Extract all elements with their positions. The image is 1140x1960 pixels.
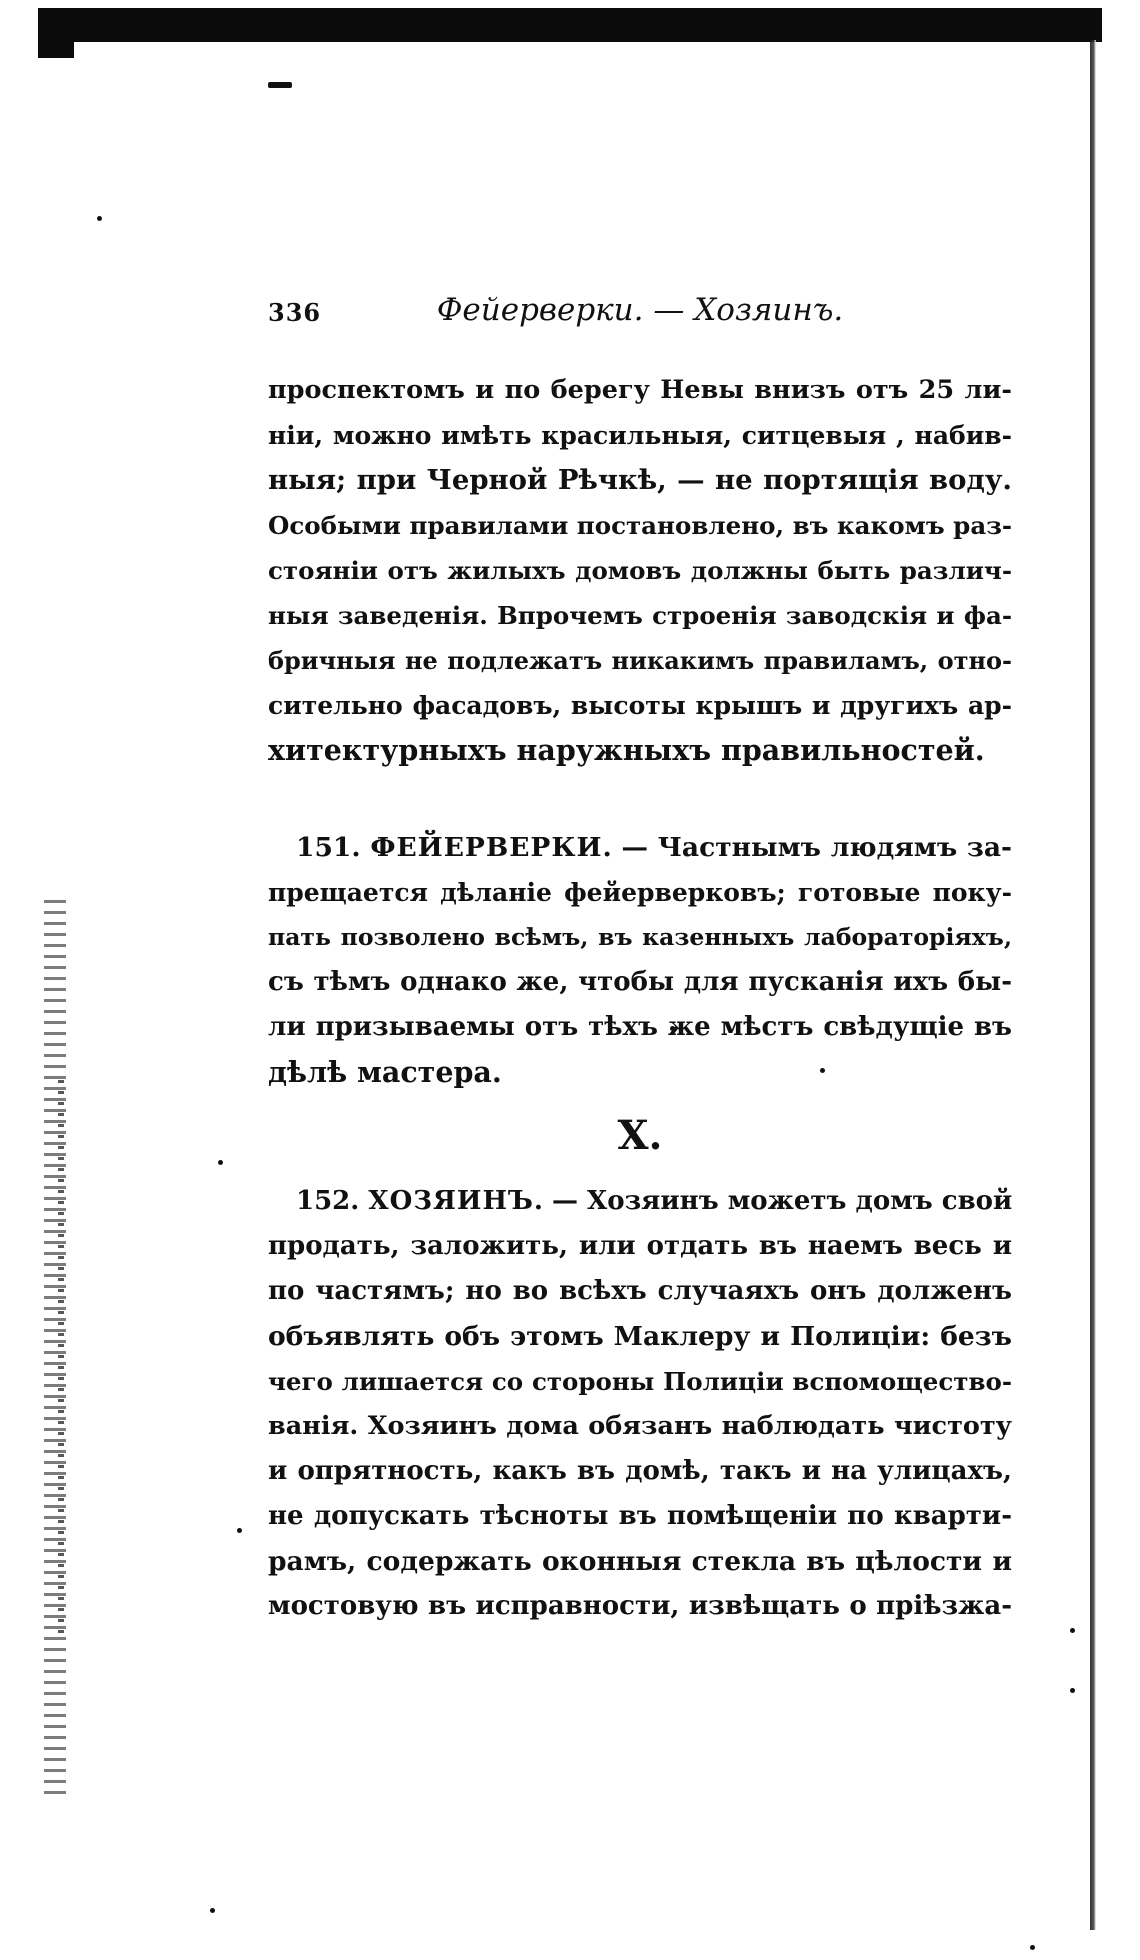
article-152-first-line (268, 1179, 1012, 1224)
article-152-number: 152. (296, 1186, 360, 1216)
text-line: чего лишается со стороны Полиціи вспомоществo- (268, 1367, 1012, 1396)
text-line: хитектурныхъ наружныхъ правильностей. (268, 733, 985, 767)
text-line: ванія. Хозяинъ дома обязанъ наблюдать чистоту (268, 1411, 1012, 1441)
text-line: прещается дѣланіе фейерверковъ; готовые поку- (268, 878, 1012, 907)
scan-speck (1030, 1945, 1035, 1950)
text-line: ніи, можно имѣть красильныя, ситцевыя , набив- (268, 421, 1012, 450)
text-line: по частямъ; но во всѣхъ случаяхъ онъ долженъ (268, 1276, 1012, 1306)
text-line: ли призываемы отъ тѣхъ же мѣстъ свѣдущіе въ (268, 1012, 1012, 1042)
scan-speck (210, 1908, 215, 1913)
scan-speck (1070, 1688, 1075, 1693)
article-151-title: ФЕЙЕРВЕРКИ (370, 832, 603, 863)
scan-border-corner (38, 38, 74, 58)
running-head: Фейерверки. — Хозяинъ. (436, 292, 844, 328)
scan-speck (218, 1160, 223, 1165)
text-line: стояніи отъ жилыхъ домовъ должны быть различ- (268, 556, 1012, 585)
text-line: не допускать тѣсноты въ помѣщеніи по кварти- (268, 1501, 1012, 1531)
article-152-title: ХОЗЯИНЪ (368, 1186, 534, 1216)
text-line: продать, заложить, или отдать въ наемъ весь и (268, 1231, 1012, 1261)
scan-speck (237, 1528, 242, 1533)
page-header (268, 292, 1012, 342)
text-line: сительно фасадовъ, высоты крышъ и другихъ ар- (268, 691, 1012, 720)
article-151-number: 151. (296, 832, 361, 863)
continuation-paragraph (268, 368, 1012, 773)
scan-border-right (1090, 40, 1096, 1930)
text-line: ныя; при Черной Рѣчкѣ, — не портящія воду. (268, 464, 1012, 496)
article-151-first-line (268, 825, 1012, 870)
text-line: Особыми правилами постановлено, въ какомъ раз- (268, 511, 1012, 540)
text-line: рамъ, содержать оконныя стекла въ цѣлости и (268, 1546, 1012, 1577)
text-line: бричныя не подлежатъ никакимъ правиламъ, отно- (268, 646, 1012, 675)
text-line: . — Частнымъ людямъ за- (602, 832, 1012, 863)
article-151 (268, 825, 1012, 1095)
section-heading: X. (617, 1112, 663, 1159)
text-line: . — Хозяинъ можетъ домъ свой (533, 1186, 1013, 1216)
text-line: ныя заведенія. Впрочемъ строенія заводскія и фа- (268, 601, 1012, 630)
page-text (268, 292, 1012, 1629)
text-line: и опрятность, какъ въ домѣ, такъ и на улицахъ, (268, 1456, 1012, 1486)
text-line: проспектомъ и по берегу Невы внизъ отъ 25 ли- (268, 375, 1012, 405)
scan-border-top (38, 8, 1102, 42)
scan-mark-top (268, 82, 292, 88)
scan-speck (1070, 1628, 1075, 1633)
text-line: дѣлѣ мастера. (268, 1055, 502, 1089)
scan-noise-left-inner (58, 1080, 64, 1640)
text-line: пать позволено всѣмъ, въ казенныхъ лабораторіяхъ, (268, 923, 1012, 951)
page-number: 336 (268, 298, 322, 327)
paragraph-gap (268, 773, 1012, 825)
text-line: съ тѣмъ однако же, чтобы для пусканія ихъ бы- (268, 967, 1012, 997)
article-152 (268, 1179, 1012, 1629)
text-line: мостовую въ исправности, извѣщать о пріѣзжа- (268, 1591, 1012, 1621)
scan-speck (97, 216, 102, 221)
text-line: объявлять объ этомъ Маклеру и Полиціи: безъ (268, 1321, 1012, 1352)
